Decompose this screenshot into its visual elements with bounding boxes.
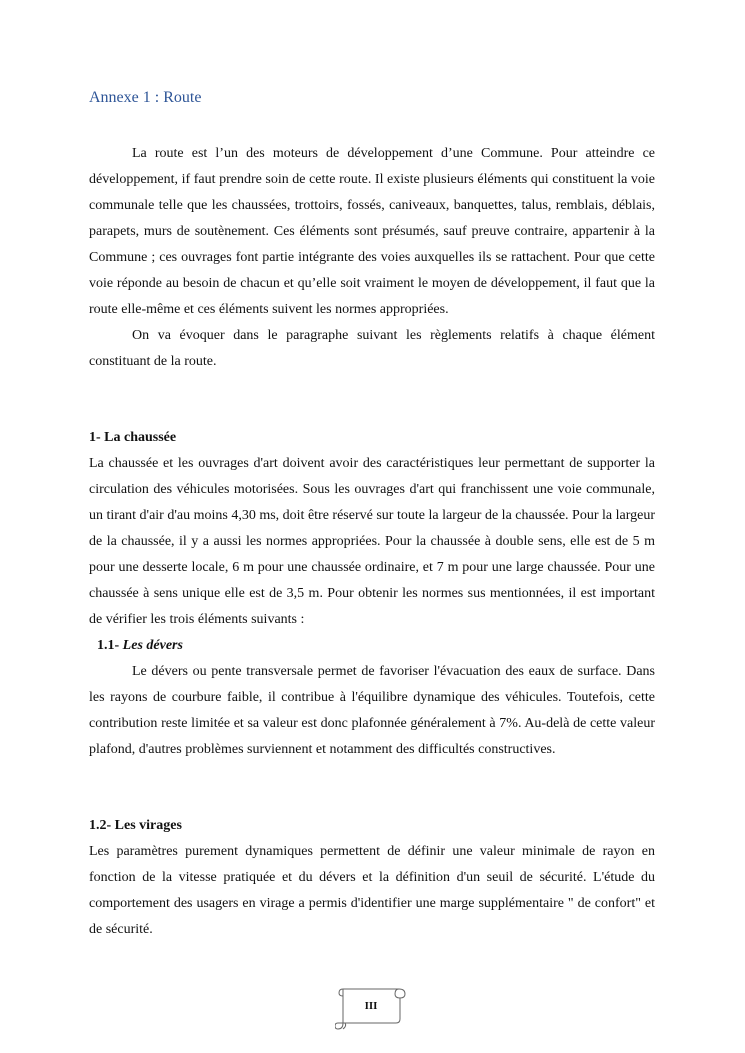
section-virages: [89, 813, 655, 943]
annex-title: Annexe 1 : Route: [89, 89, 202, 106]
section-chaussee: [89, 425, 655, 763]
subsection-paragraph: Les paramètres purement dynamiques permettent de définir une valeur minimale de rayon en fonction de la vitesse pratiquée et du dévers et la définition d'un seuil de sécurité. L'étude du comportement des usagers en virage a permis d'identifier une marge supplémentaire " de confort" et de sécurité.: [89, 844, 655, 937]
subsection-heading: [89, 633, 655, 659]
page-number: III: [364, 1000, 378, 1012]
subsection-number: 1.1-: [97, 638, 120, 653]
intro-block: [89, 141, 655, 375]
subsection-paragraph: Le dévers ou pente transversale permet de favoriser l'évacuation des eaux de surface. Dans les rayons de courbure faible, il contribue à l'équilibre dynamique des véhicules. Toutefois, cette contribution reste limitée et sa valeur est donc plafonnée généralement à 7%. Au-delà de cette valeur plafond, d'autres problèmes surviennent et notamment des difficultés constructives.: [89, 664, 655, 757]
section-heading: 1- La chaussée: [89, 430, 177, 445]
subsection-title: Les dévers: [122, 638, 183, 653]
section-paragraph: La chaussée et les ouvrages d'art doivent avoir des caractéristiques leur permettant de supporter la circulation des véhicules motorisées. Sous les ouvrages d'art qui franchissent une voie communale, un tirant d'air d'au moins 4,30 ms, doit être réservé sur toute la largeur de la chaussée. Pour la largeur de la chaussée, il y a aussi les normes appropriées. Pour la chaussée à double sens, elle est de 5 m pour une desserte locale, 6 m pour une chaussée ordinaire, et 7 m pour une large chaussée. Pour une chaussée à sens unique elle est de 3,5 m. Pour obtenir les normes sus mentionnées, il est important de vérifier les trois éléments suivants :: [89, 456, 655, 627]
subsection-heading: 1.2- Les virages: [89, 818, 182, 833]
intro-paragraph: On va évoquer dans le paragraphe suivant les règlements relatifs à chaque élément constituant de la route.: [89, 328, 655, 369]
page-number-scroll: [335, 983, 407, 1031]
intro-paragraph: La route est l’un des moteurs de développement d’une Commune. Pour atteindre ce développement, if faut prendre soin de cette route. Il existe plusieurs éléments qui constituent la voie communale telle que les chaussées, trottoirs, fossés, caniveaux, banquettes, talus, remblais, déblais, parapets, murs de soutènement. Ces éléments sont présumés, sauf preuve contraire, appartenir à la Commune ; ces ouvrages font partie intégrante des voies auxquelles ils se rattachent. Pour que cette voie réponde au besoin de chacun et qu’elle soit vraiment le moyen de développement, il faut que la route elle-même et ces éléments suivent les normes appropriées.: [89, 146, 655, 317]
